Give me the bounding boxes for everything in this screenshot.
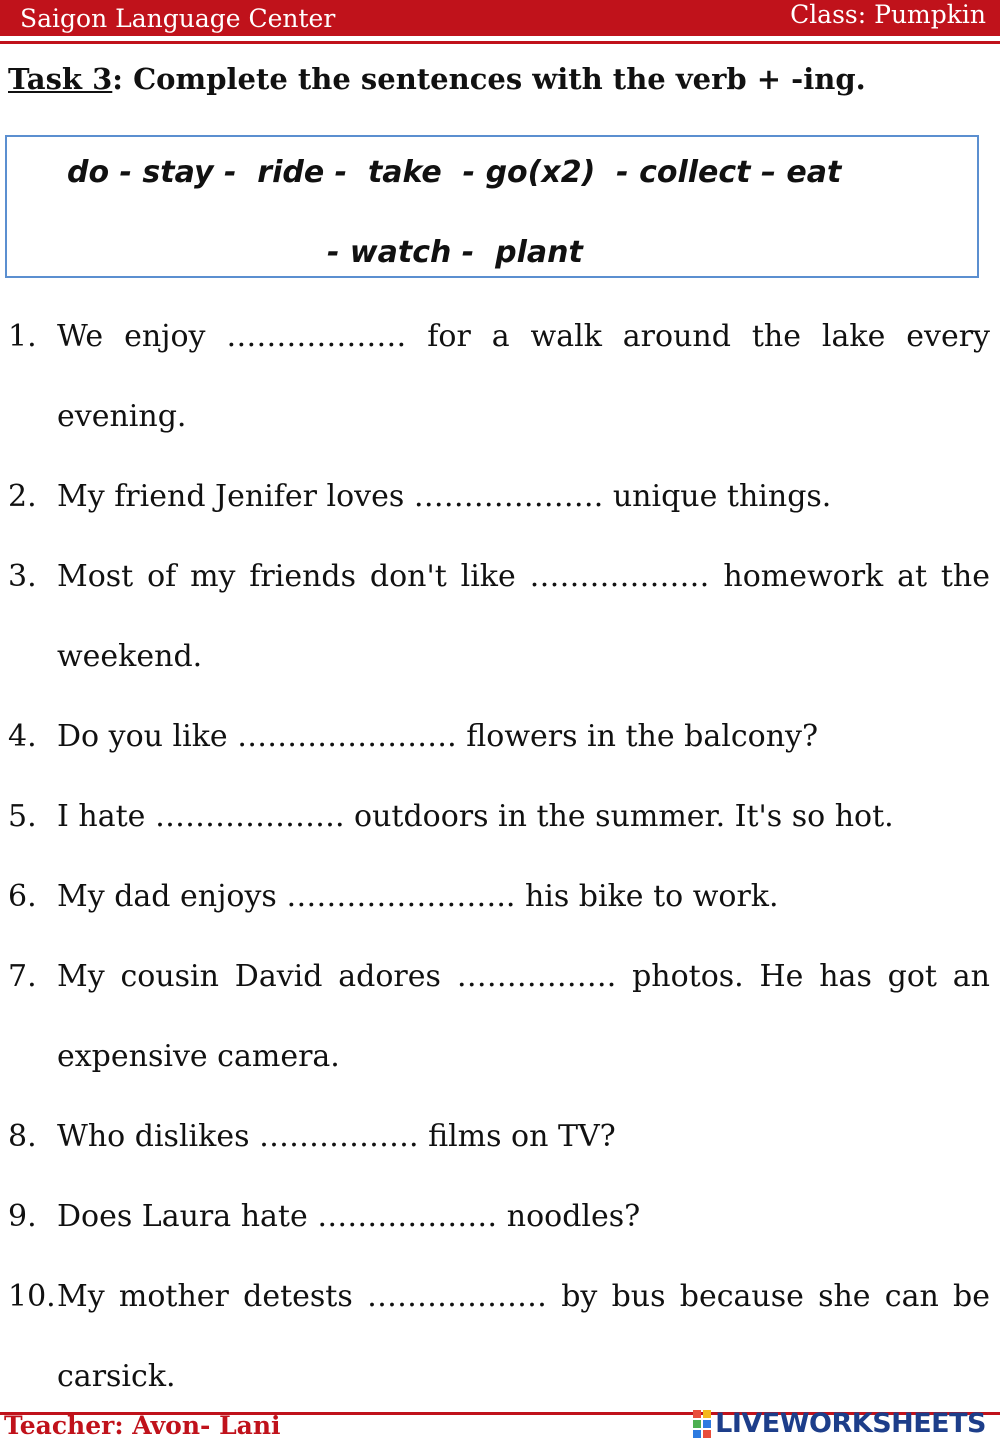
question-item (8, 857, 990, 937)
question-number: 6. (8, 879, 37, 914)
word-box-line-2: - watch - plant (327, 235, 583, 270)
question-number: 3. (8, 559, 37, 594)
question-item (8, 1097, 990, 1177)
question-number: 5. (8, 799, 37, 834)
question-item (8, 937, 990, 1097)
question-number: 7. (8, 959, 37, 994)
question-item (8, 297, 990, 457)
question-number: 4. (8, 719, 37, 754)
question-item (8, 1257, 990, 1417)
question-item (8, 1177, 990, 1257)
task-title (8, 62, 866, 96)
question-item (8, 777, 990, 857)
question-number: 1. (8, 319, 37, 354)
header-bar (0, 0, 1000, 36)
liveworksheets-icon (693, 1410, 711, 1438)
question-text: I hate ………………. outdoors in the summer. It's so hot. (57, 799, 894, 834)
question-number: 2. (8, 479, 37, 514)
question-number: 9. (8, 1199, 37, 1234)
question-text: My friend Jenifer loves ………………. unique things. (57, 479, 832, 514)
question-number: 8. (8, 1119, 37, 1154)
question-text: Do you like …………………. flowers in the balcony? (57, 719, 819, 754)
question-text: We enjoy ……………… for a walk around the lake every evening. (57, 319, 990, 434)
word-box (5, 135, 979, 278)
task-label: Task 3 (8, 62, 113, 96)
question-item (8, 457, 990, 537)
question-text: My mother detests ……………… by bus because she can be carsick. (57, 1279, 990, 1394)
question-text: My dad enjoys ………………….. his bike to work. (57, 879, 779, 914)
question-text: Does Laura hate ……………… noodles? (57, 1199, 641, 1234)
liveworksheets-logo-text: LIVEWORKSHEETS (715, 1408, 986, 1439)
word-box-line-1: do - stay - ride - take - go(x2) - collect – eat (67, 155, 842, 190)
teacher-name: Teacher: Avon- Lani (4, 1411, 281, 1440)
task-instruction: : Complete the sentences with the verb + -ing. (112, 62, 866, 96)
school-name: Saigon Language Center (20, 4, 336, 33)
question-text: Most of my friends don't like ……………… homework at the weekend. (57, 559, 990, 674)
header-divider (0, 41, 1000, 44)
question-item (8, 697, 990, 777)
question-text: My cousin David adores ……………. photos. He has got an expensive camera. (57, 959, 990, 1074)
question-item (8, 537, 990, 697)
liveworksheets-logo[interactable] (693, 1408, 986, 1439)
question-text: Who dislikes ……………. films on TV? (57, 1119, 616, 1154)
class-name: Class: Pumpkin (790, 0, 986, 29)
question-number: 10. (8, 1279, 56, 1314)
